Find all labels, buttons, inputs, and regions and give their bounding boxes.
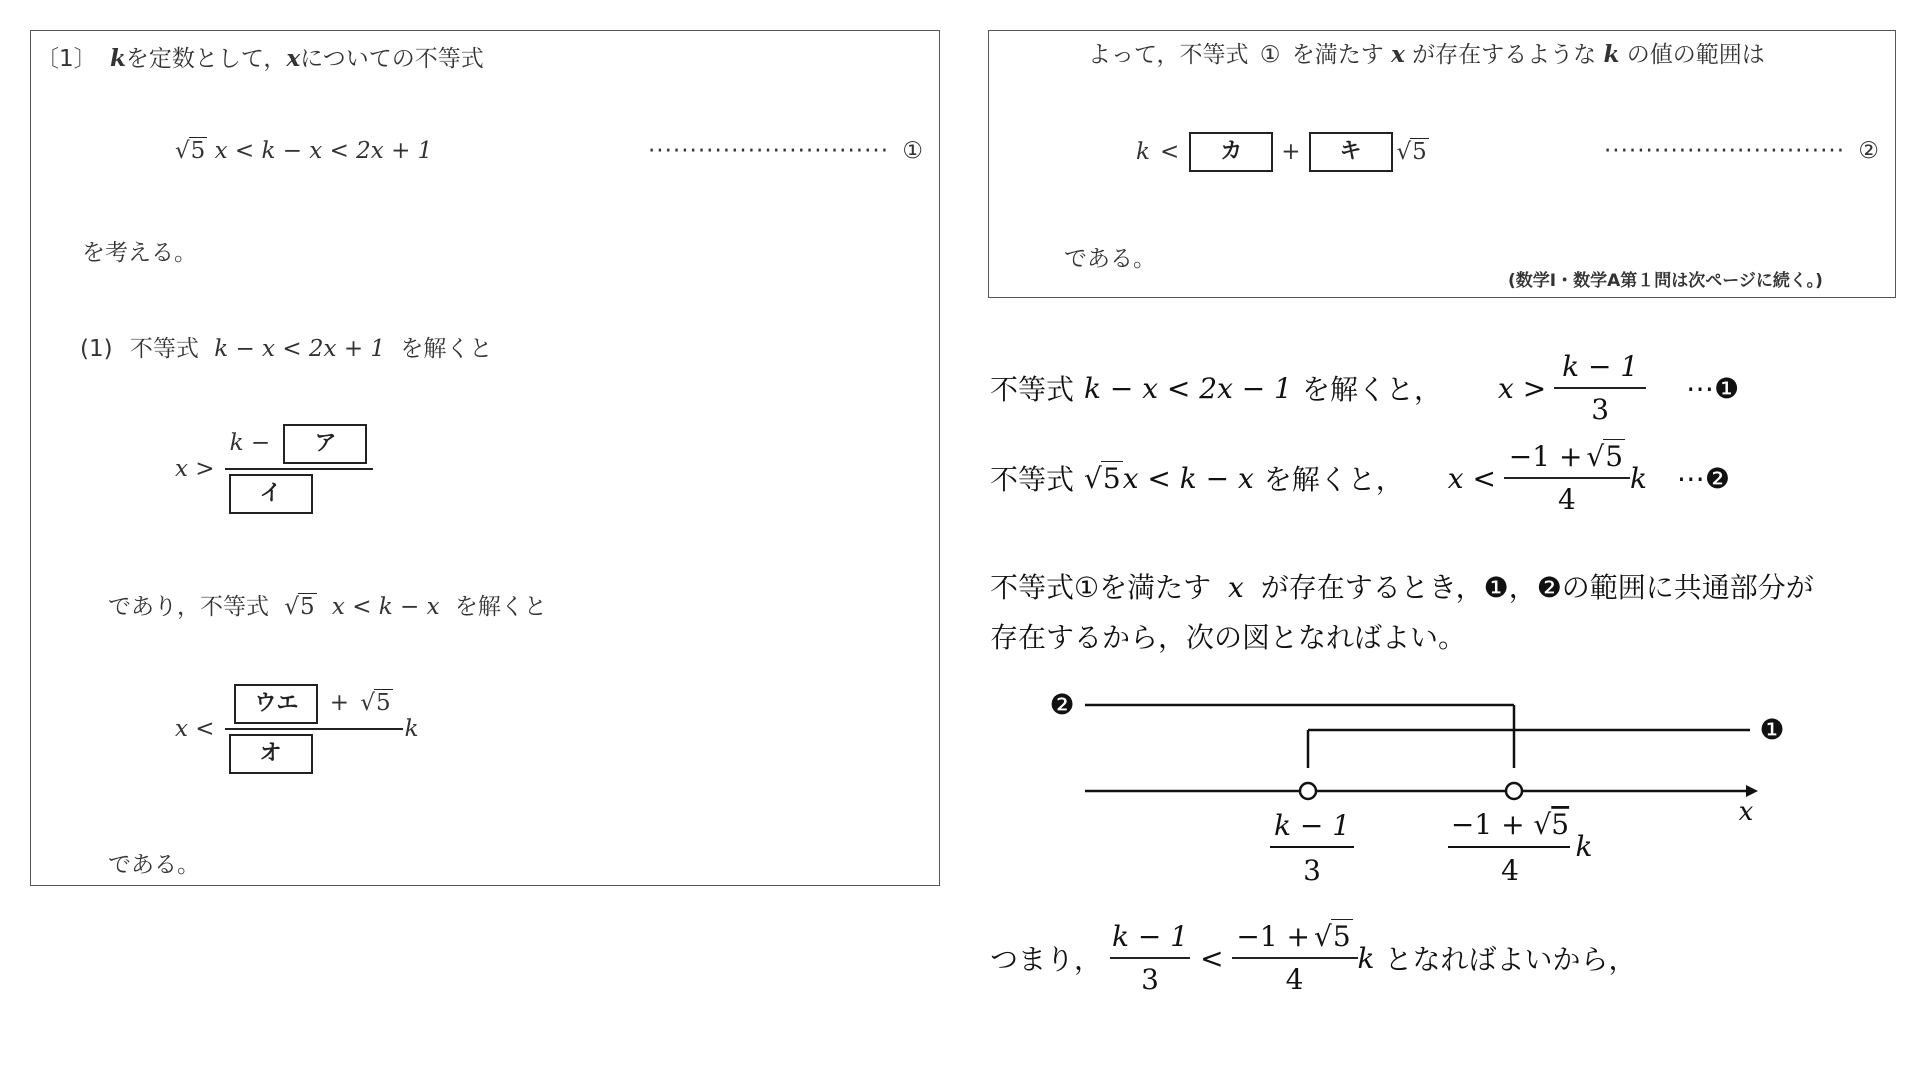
solution-line-1: 不等式 k − x < 2x − 1 を解くと， x > $\frac{k - 1}{3}$ ⋯ ❶ xyxy=(990,350,1740,426)
tick-2-k: k xyxy=(1575,830,1593,863)
answer-box-a[interactable]: ア xyxy=(283,424,367,464)
range-2-label: ❷ xyxy=(1049,688,1075,721)
solution-line-2: 不等式 √5 x < k − x を解くと， x < $\frac{-1 + √5}{4}$ k ⋯ ❷ xyxy=(990,440,1731,516)
inequality-2-marker: ····························· ② xyxy=(1604,138,1879,164)
answer-box-ue[interactable]: ウエ xyxy=(234,684,318,724)
end-text-right: である。 xyxy=(1064,246,1156,272)
tick-2-numerator: −1 + √5 xyxy=(1450,808,1570,841)
right-intro: よって，不等式 ① を満たす x が存在するような k の値の範囲は xyxy=(1088,41,1765,68)
answer-box-i[interactable]: イ xyxy=(229,474,313,514)
final-condition: つまり， $\frac{k - 1}{3}$ < $\frac{-1 + √5}{4}$ k となればよいから， xyxy=(990,920,1637,996)
inequality-1-marker: ····························· ① xyxy=(648,138,923,164)
answer-box-ki[interactable]: キ xyxy=(1309,132,1393,172)
axis-x-label: x xyxy=(1738,797,1754,827)
x-axis-arrow xyxy=(1746,785,1758,797)
tick-1-numerator: k − 1 xyxy=(1273,809,1351,842)
tick-1-denominator: 3 xyxy=(1303,854,1321,887)
answer-box-ka[interactable]: カ xyxy=(1189,132,1273,172)
problem-header: 〔1〕 kを定数として，xについての不等式 xyxy=(36,45,484,72)
open-point-2 xyxy=(1506,783,1522,799)
inequality-2: k < カ + キ √5 xyxy=(1136,132,1429,172)
answer-2-expression: x < $\frac{\text{ウエ + √5}}{\text{オ}}$ k xyxy=(175,684,419,774)
part1-statement: (1) 不等式 k − x < 2x + 1 を解くと xyxy=(80,336,493,362)
end-text-left: である。 xyxy=(108,852,200,878)
consider-text: を考える。 xyxy=(82,240,197,266)
range-1-label: ❶ xyxy=(1759,713,1785,746)
inequality-1: √5 x < k − x < 2x + 1 xyxy=(175,138,433,164)
continuation-footer: (数学Ⅰ・数学A第１問は次ページに続く。) xyxy=(1508,271,1823,291)
solution-line-4: 存在するから，次の図となればよい。 xyxy=(990,621,1467,654)
continuation-text: であり，不等式 √5 x < k − x を解くと xyxy=(108,594,547,620)
answer-1-expression: x > $\frac{\text{k − ア}}{\text{イ}}$ xyxy=(175,424,373,514)
number-line-diagram xyxy=(1040,688,1785,900)
open-point-1 xyxy=(1300,783,1316,799)
answer-box-o[interactable]: オ xyxy=(229,734,313,774)
tick-2-denominator: 4 xyxy=(1501,854,1519,887)
solution-line-3: 不等式①を満たす x が存在するとき，❶，❷の範囲に共通部分が xyxy=(990,571,1814,604)
